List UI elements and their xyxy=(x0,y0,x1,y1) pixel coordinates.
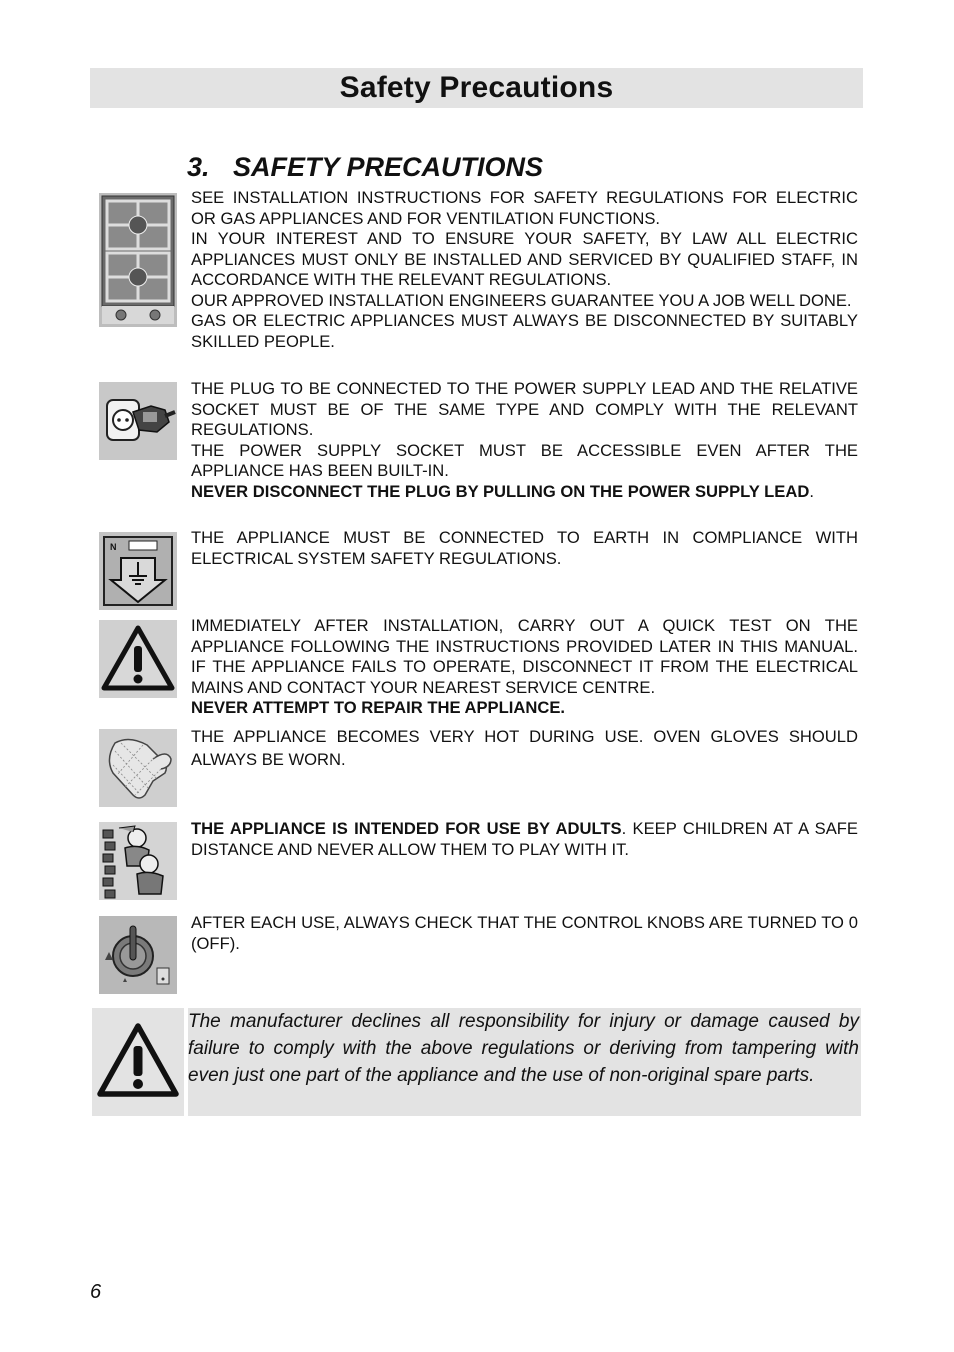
plug-safety-text xyxy=(191,379,858,502)
earth-safety-text xyxy=(191,528,858,569)
warning-triangle-icon xyxy=(92,1008,184,1116)
earth-ground-icon xyxy=(99,532,177,610)
knob-safety-text xyxy=(191,913,858,954)
hob-icon xyxy=(99,193,177,327)
paragraph: OUR APPROVED INSTALLATION ENGINEERS GUARANTEE YOU A JOB WELL DONE. xyxy=(191,290,852,310)
disclaimer-box xyxy=(92,1008,861,1116)
paragraph: THE POWER SUPPLY SOCKET MUST BE ACCESSIBLE EVEN AFTER THE APPLIANCE HAS BEEN BUILT-IN. xyxy=(191,440,858,480)
paragraph: THE PLUG TO BE CONNECTED TO THE POWER SUPPLY LEAD AND THE RELATIVE SOCKET MUST BE OF THE SAME TYPE AND COMPLY WITH THE RELEVANT REGULATIONS. xyxy=(191,379,858,439)
earth-icon-label: N xyxy=(110,542,117,552)
hob-safety-text xyxy=(191,188,858,352)
paragraph-tail: . KEEP CHILDREN AT A SAFE DISTANCE AND NEVER ALLOW THEM TO PLAY WITH IT. xyxy=(191,819,858,859)
bold-warning: NEVER DISCONNECT THE PLUG BY PULLING ON THE POWER SUPPLY LEAD xyxy=(191,481,810,501)
section-heading xyxy=(187,152,543,183)
page-title: Safety Precautions xyxy=(339,71,614,104)
children-icon xyxy=(99,822,177,900)
disclaimer-text: The manufacturer declines all responsibility for injury or damage caused by failure to comply with the above regulations or deriving from tampering with even just one part of the appliance and the use of non-original spare parts. xyxy=(188,1008,861,1116)
paragraph: THE APPLIANCE MUST BE CONNECTED TO EARTH IN COMPLIANCE WITH ELECTRICAL SYSTEM SAFETY REGULATIONS. xyxy=(191,528,858,568)
test-safety-text xyxy=(191,616,858,719)
paragraph: AFTER EACH USE, ALWAYS CHECK THAT THE CONTROL KNOBS ARE TURNED TO 0 (OFF). xyxy=(191,913,858,953)
paragraph: IMMEDIATELY AFTER INSTALLATION, CARRY OUT A QUICK TEST ON THE APPLIANCE FOLLOWING THE INSTRUCTIONS PROVIDED LATER IN THIS MANUAL. IF THE APPLIANCE FAILS TO OPERATE, DISCONNECT IT FROM THE ELECTRICAL MAINS AND CONTACT YOUR NEAREST SERVICE CENTRE. xyxy=(191,616,858,697)
section-number: 3. xyxy=(187,152,210,182)
paragraph xyxy=(191,482,858,503)
paragraph: SEE INSTALLATION INSTRUCTIONS FOR SAFETY REGULATIONS FOR ELECTRIC OR GAS APPLIANCES AND FOR VENTILATION FUNCTIONS. xyxy=(191,188,858,228)
bold-warning: NEVER ATTEMPT TO REPAIR THE APPLIANCE. xyxy=(191,698,565,717)
oven-glove-icon xyxy=(99,729,177,807)
paragraph: GAS OR ELECTRIC APPLIANCES MUST ALWAYS BE DISCONNECTED BY SUITABLY SKILLED PEOPLE. xyxy=(191,311,858,351)
paragraph: THE APPLIANCE BECOMES VERY HOT DURING USE. OVEN GLOVES SHOULD ALWAYS BE WORN. xyxy=(191,727,858,769)
section-title: SAFETY PRECAUTIONS xyxy=(233,152,544,182)
children-safety-text xyxy=(191,819,858,860)
punctuation: . xyxy=(809,481,814,501)
glove-safety-text xyxy=(191,725,858,771)
plug-socket-icon xyxy=(99,382,177,460)
page-header xyxy=(90,68,863,108)
page-number: 6 xyxy=(90,1281,102,1303)
bold-warning: THE APPLIANCE IS INTENDED FOR USE BY ADULTS xyxy=(191,819,622,838)
paragraph xyxy=(191,698,858,719)
control-knob-icon xyxy=(99,916,177,994)
warning-triangle-icon xyxy=(99,620,177,698)
paragraph xyxy=(191,819,858,860)
paragraph: IN YOUR INTEREST AND TO ENSURE YOUR SAFETY, BY LAW ALL ELECTRIC APPLIANCES MUST ONLY BE INSTALLED AND SERVICED BY QUALIFIED STAFF, IN ACCORDANCE WITH THE RELEVANT REGULATIONS. xyxy=(191,229,858,289)
